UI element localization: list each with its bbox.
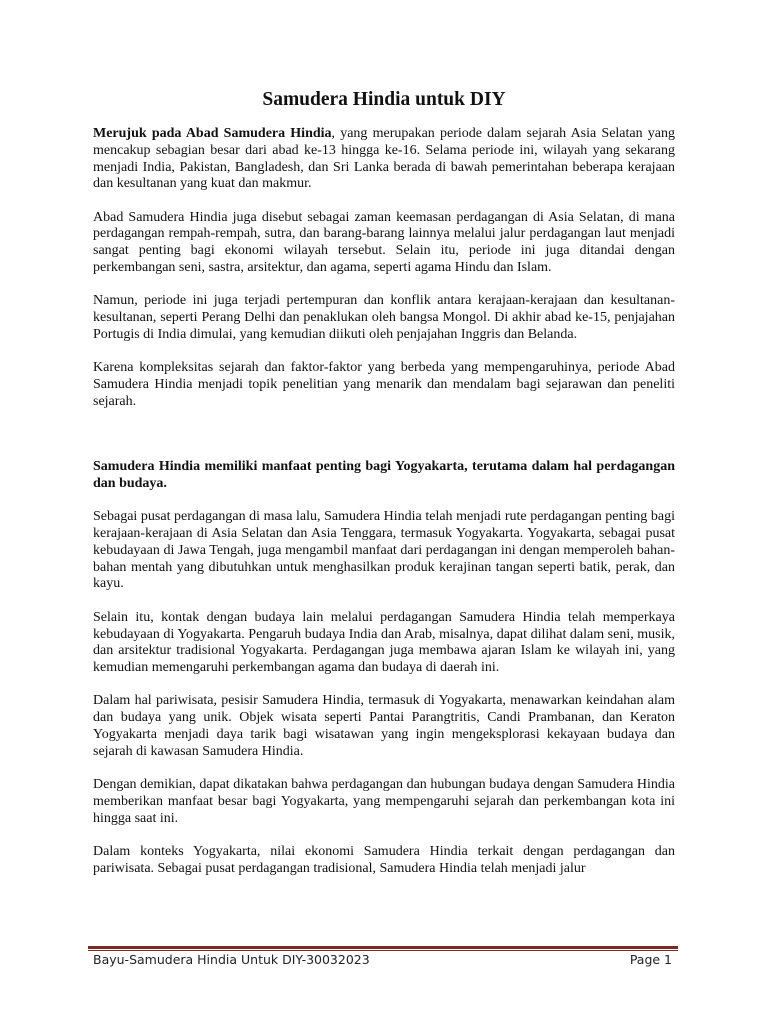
paragraph-3: Namun, periode ini juga terjadi pertempuran dan konflik antara kerajaan-kerajaan dan kesultanan-kesultanan, seperti Perang Delhi dan penaklukan oleh bangsa Mongol. Di akhir abad ke-15, penjajahan Portugis di India dimulai, yang kemudian diikuti oleh penjajahan Inggris dan Belanda. <box>93 293 675 342</box>
footer-rule-thin <box>88 950 678 951</box>
footer-document-label: Bayu-Samudera Hindia Untuk DIY-30032023 <box>93 952 370 967</box>
document-title: Samudera Hindia untuk DIY <box>262 89 506 110</box>
paragraph-9: Dalam konteks Yogyakarta, nilai ekonomi Samudera Hindia terkait dengan perdagangan dan pariwisata. Sebagai pusat perdagangan tradisional, Samudera Hindia telah menjadi jalur <box>93 844 675 876</box>
section-spacer <box>93 427 675 459</box>
paragraph-5: Sebagai pusat perdagangan di masa lalu, Samudera Hindia telah menjadi rute perdagangan penting bagi kerajaan-kerajaan di Asia Selatan dan Asia Tenggara, termasuk Yogyakarta. Yogyakarta, sebagai pusat kebudayaan di Jawa Tengah, juga mengambil manfaat dari perdagangan ini dengan memperoleh bahan-bahan mentah yang dibutuhkan untuk menghasilkan produk kerajinan tangan seperti batik, perak, dan kayu. <box>93 509 675 592</box>
document-body <box>93 88 675 894</box>
footer-rule-thick <box>88 946 678 949</box>
paragraph-6: Selain itu, kontak dengan budaya lain melalui perdagangan Samudera Hindia telah memperkaya kebudayaan di Yogyakarta. Pengaruh budaya India dan Arab, misalnya, dapat dilihat dalam seni, musik, dan arsitektur tradisional Yogyakarta. Perdagangan juga membawa ajaran Islam ke wilayah ini, yang kemudian memengaruhi perkembangan agama dan budaya di daerah ini. <box>93 609 675 676</box>
paragraph-2: Abad Samudera Hindia juga disebut sebagai zaman keemasan perdagangan di Asia Selatan, di mana perdagangan rempah-rempah, sutra, dan barang-barang lainnya melalui jalur perdagangan laut menjadi sangat penting bagi ekonomi wilayah tersebut. Selain itu, periode ini juga ditandai dengan perkembangan seni, sastra, arsitektur, dan agama, seperti agama Hindu dan Islam. <box>93 209 675 276</box>
paragraph-1-rest: , yang merupakan periode dalam sejarah Asia Selatan yang mencakup sebagian besar dari abad ke-13 hingga ke-16. Selama periode ini, wilayah yang sekarang menjadi India, Pakistan, Bangladesh, dan Sri Lanka berada di bawah pemerintahan beberapa kerajaan dan kesultanan yang kuat dan makmur. <box>93 126 675 192</box>
paragraph-7: Dalam hal pariwisata, pesisir Samudera Hindia, termasuk di Yogyakarta, menawarkan keindahan alam dan budaya yang unik. Objek wisata seperti Pantai Parangtritis, Candi Prambanan, dan Keraton Yogyakarta menjadi daya tarik bagi wisatawan yang ingin mengeksplorasi kekayaan budaya dan sejarah di kawasan Samudera Hindia. <box>93 693 675 759</box>
paragraph-8: Dengan demikian, dapat dikatakan bahwa perdagangan dan hubungan budaya dengan Samudera Hindia memberikan manfaat besar bagi Yogyakarta, yang mempengaruhi sejarah dan perkembangan kota ini hingga saat ini. <box>93 777 675 826</box>
paragraph-4: Karena kompleksitas sejarah dan faktor-faktor yang berbeda yang mempengaruhinya, periode Abad Samudera Hindia menjadi topik penelitian yang menarik dan mendalam bagi sejarawan dan peneliti sejarah. <box>93 360 675 409</box>
paragraph-1 <box>93 126 675 193</box>
section-heading: Samudera Hindia memiliki manfaat penting bagi Yogyakarta, terutama dalam hal perdagangan dan budaya. <box>93 459 675 491</box>
paragraph-1-lead: Merujuk pada Abad Samudera Hindia <box>93 126 332 141</box>
footer-page-number: Page 1 <box>629 952 672 967</box>
